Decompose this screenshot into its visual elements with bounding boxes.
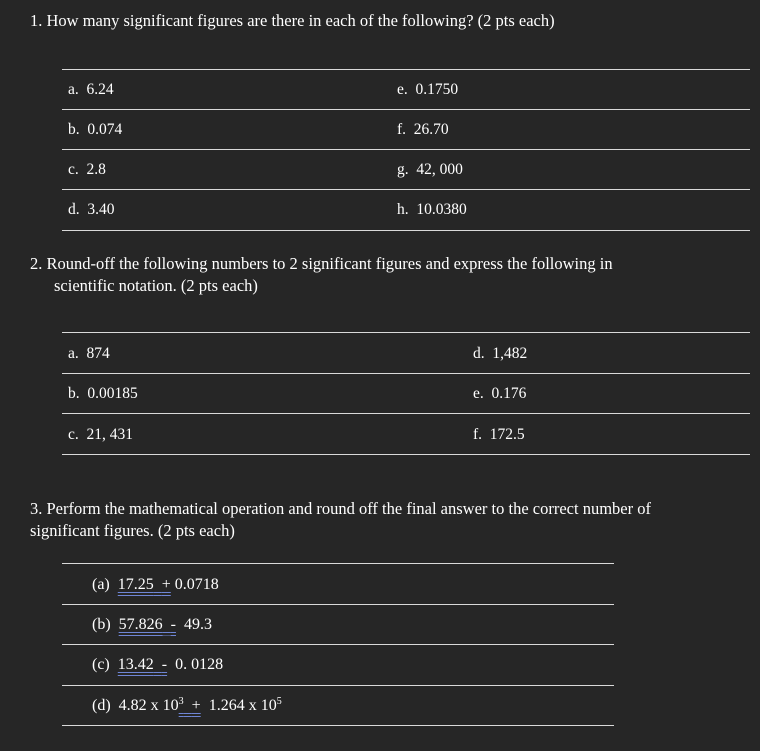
question-2-line-2: scientific notation. (2 pts each) — [54, 276, 258, 295]
q3-item-c: (c) 13.42 - 0. 0128 — [92, 656, 224, 673]
question-3-line-1: Perform the mathematical operation and round off the final answer to the correct number of — [46, 499, 651, 518]
q2-item-d: d. 1,482 — [473, 345, 528, 362]
q2-item-a: a. 874 — [68, 345, 110, 362]
table-3-rule — [62, 685, 614, 686]
q1-item-b: b. 0.074 — [68, 121, 123, 138]
question-2-line-1: Round-off the following numbers to 2 significant figures and express the following in — [46, 254, 613, 273]
table-1-rule — [62, 189, 750, 190]
q2-item-b: b. 0.00185 — [68, 385, 138, 402]
q3-item-a: (a) 17.25 + 0.0718 — [92, 576, 219, 593]
q1-item-c: c. 2.8 — [68, 161, 106, 178]
q1-item-a: a. 6.24 — [68, 81, 114, 98]
question-2-prompt — [30, 253, 613, 297]
table-1-rule — [62, 230, 750, 231]
question-2-number: 2. — [30, 254, 43, 273]
table-2-rule — [62, 454, 750, 455]
question-1-number: 1. — [30, 11, 43, 30]
table-3-rule — [62, 604, 614, 605]
table-2-rule — [62, 413, 750, 414]
q1-item-g: g. 42, 000 — [397, 161, 463, 178]
question-3-number: 3. — [30, 499, 43, 518]
table-1-rule — [62, 109, 750, 110]
q1-item-e: e. 0.1750 — [397, 81, 459, 98]
q1-item-f: f. 26.70 — [397, 121, 449, 138]
table-2-rule — [62, 373, 750, 374]
q1-item-d: d. 3.40 — [68, 201, 115, 218]
q3-item-b: (b) 57.826 - 49.3 — [92, 616, 212, 633]
q2-item-e: e. 0.176 — [473, 385, 527, 402]
q1-item-h: h. 10.0380 — [397, 201, 467, 218]
table-1-rule — [62, 69, 750, 70]
table-3-rule — [62, 725, 614, 726]
table-3-rule — [62, 563, 614, 564]
table-1-rule — [62, 149, 750, 150]
question-1-text: How many significant figures are there in each of the following? (2 pts each) — [46, 11, 555, 30]
q2-item-f: f. 172.5 — [473, 426, 525, 443]
question-3-line-2: significant figures. (2 pts each) — [30, 521, 235, 540]
question-1-prompt — [30, 10, 555, 32]
q3-item-d: (d) 4.82 x $10^3 + 1.264$ x $10^5$ — [92, 696, 282, 714]
q2-item-c: c. 21, 431 — [68, 426, 134, 443]
question-3-prompt — [30, 498, 651, 542]
table-2-rule — [62, 332, 750, 333]
table-3-rule — [62, 644, 614, 645]
